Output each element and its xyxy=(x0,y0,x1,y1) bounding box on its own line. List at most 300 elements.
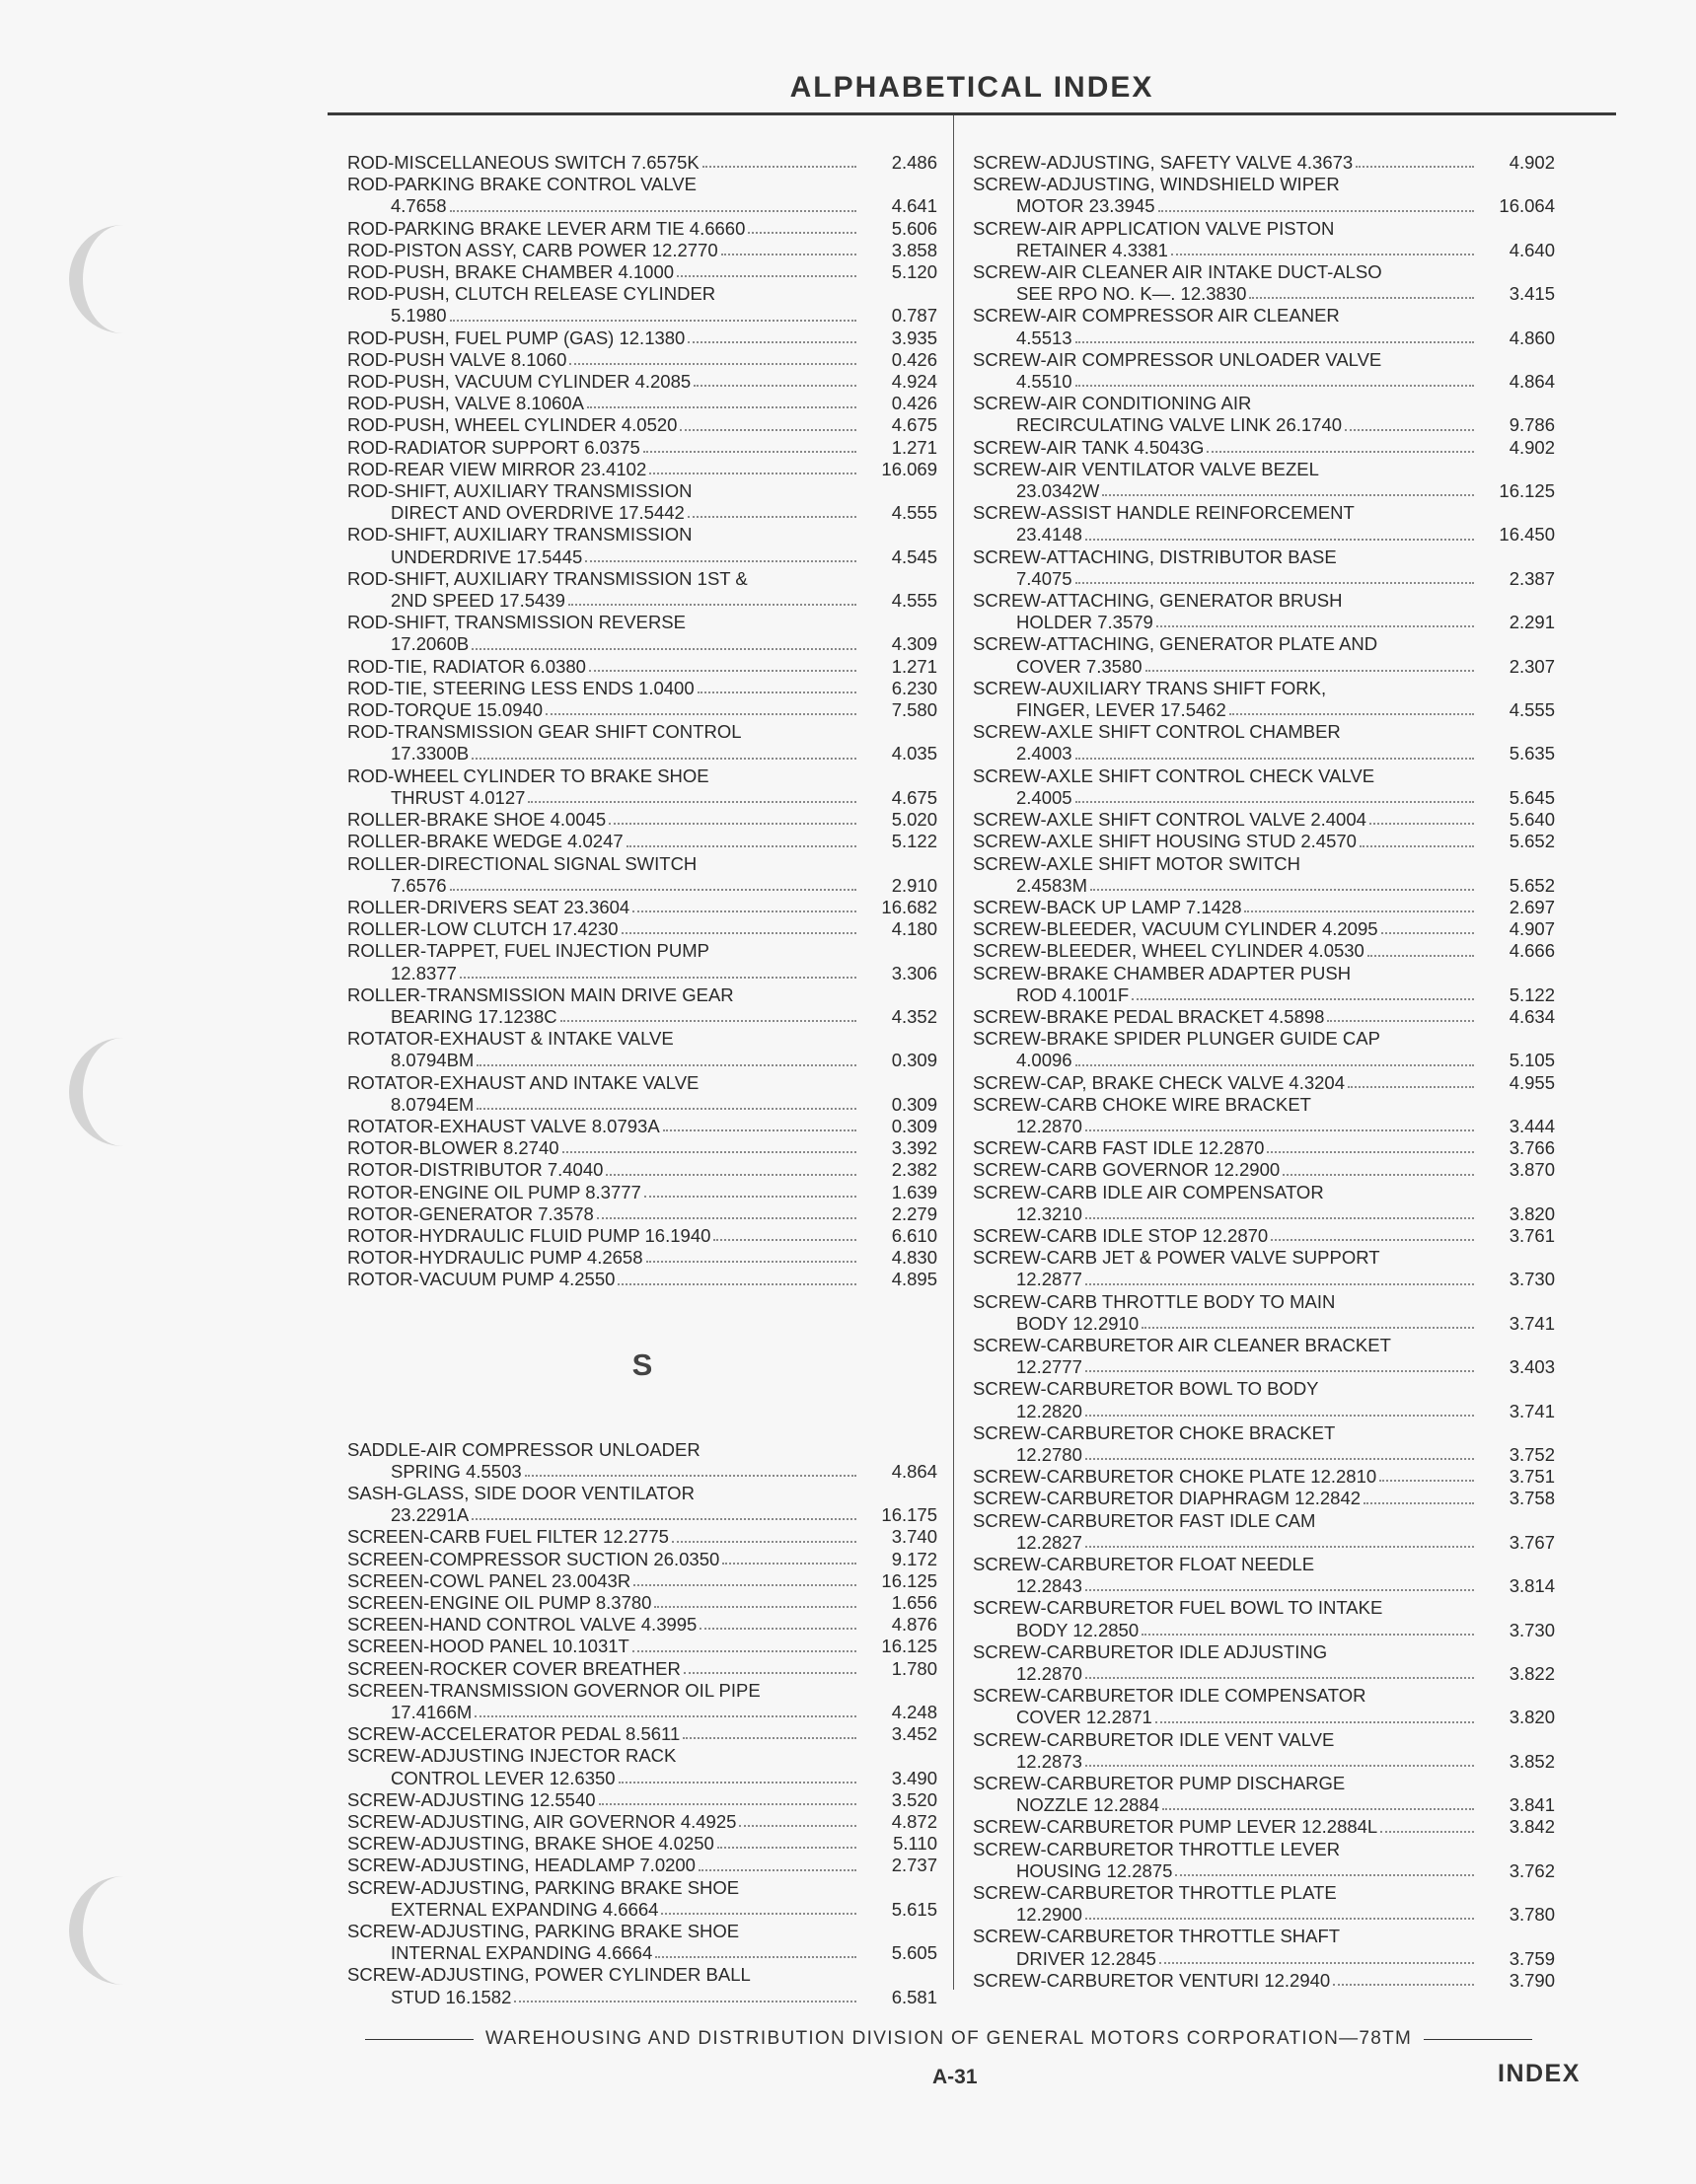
entry-page-ref: 0.309 xyxy=(891,1093,937,1115)
entry-line xyxy=(973,1050,1555,1071)
entry-line xyxy=(973,414,1555,436)
entry-line xyxy=(973,656,1555,678)
entry-continuation: 4.5510 xyxy=(1016,371,1072,393)
entry-leader xyxy=(347,1050,860,1071)
entry-page-ref: 5.122 xyxy=(1509,983,1555,1005)
entry-description: ROTATOR-EXHAUST AND INTAKE VALVE xyxy=(347,1071,700,1093)
entry-continuation: 4.0096 xyxy=(1016,1050,1072,1071)
index-entry xyxy=(973,1094,1555,1137)
entry-line xyxy=(347,678,937,699)
entry-line xyxy=(973,743,1555,764)
entry-description: ROTOR-VACUUM PUMP 4.2550 xyxy=(347,1269,616,1290)
entry-page-ref: 3.820 xyxy=(1509,1707,1555,1728)
index-entry xyxy=(973,1028,1555,1071)
index-entry xyxy=(973,963,1555,1006)
entry-leader xyxy=(973,1751,1478,1773)
index-entry xyxy=(973,1816,1555,1838)
index-entry xyxy=(347,897,937,918)
entry-leader xyxy=(347,414,860,436)
entry-line xyxy=(973,1488,1555,1509)
dot-leader xyxy=(1244,897,1474,912)
index-entry xyxy=(347,218,937,240)
entry-leader xyxy=(973,897,1478,918)
entry-description: SCREW-CARB GOVERNOR 12.2900 xyxy=(973,1159,1281,1181)
index-entry xyxy=(347,1745,937,1788)
entry-leader xyxy=(347,1182,860,1203)
dot-leader xyxy=(450,875,856,891)
dot-leader xyxy=(619,1768,856,1784)
dot-leader xyxy=(672,1526,856,1542)
dot-leader xyxy=(1102,480,1474,496)
index-entry xyxy=(973,918,1555,940)
entry-line xyxy=(347,1768,937,1789)
index-entry xyxy=(347,1526,937,1548)
entry-description: ROTOR-HYDRAULIC PUMP 4.2658 xyxy=(347,1247,643,1269)
dot-leader xyxy=(1075,743,1474,759)
entry-page-ref: 3.762 xyxy=(1509,1859,1555,1881)
entry-page-ref: 3.822 xyxy=(1509,1663,1555,1685)
entry-continuation: CONTROL LEVER 12.6350 xyxy=(391,1767,616,1788)
entry-line xyxy=(973,328,1555,349)
entry-page-ref: 16.682 xyxy=(881,896,937,917)
entry-leader xyxy=(347,1116,860,1137)
entry-description: SCREW-CAP, BRAKE CHECK VALVE 4.3204 xyxy=(973,1071,1346,1093)
entry-description: SCREW-CARBURETOR DIAPHRAGM 12.2842 xyxy=(973,1488,1362,1509)
entry-page-ref: 1.780 xyxy=(891,1657,937,1679)
entry-page-ref: 2.737 xyxy=(891,1855,937,1876)
index-entry xyxy=(347,1964,937,2007)
entry-page-ref: 16.125 xyxy=(881,1636,937,1657)
dot-leader xyxy=(472,1504,856,1520)
dot-leader xyxy=(643,437,856,453)
dot-leader xyxy=(663,1116,856,1131)
entry-leader xyxy=(973,787,1478,809)
entry-line xyxy=(347,1504,937,1526)
entry-description: ROD-PUSH, BRAKE CHAMBER 4.1000 xyxy=(347,261,675,283)
index-entry xyxy=(973,1773,1555,1816)
dot-leader xyxy=(1085,524,1474,540)
entry-description: SCREEN-CARB FUEL FILTER 12.2775 xyxy=(347,1526,669,1548)
entry-leader xyxy=(973,1006,1478,1028)
entry-continuation: COVER 7.3580 xyxy=(1016,655,1143,677)
header-rule xyxy=(328,112,1616,115)
entry-continuation: FINGER, LEVER 17.5462 xyxy=(1016,699,1226,721)
entry-continuation: RETAINER 4.3381 xyxy=(1016,239,1168,260)
entry-line xyxy=(347,152,937,174)
entry-continuation: 12.2873 xyxy=(1016,1750,1082,1772)
entry-line xyxy=(973,1466,1555,1488)
entry-continuation: INTERNAL EXPANDING 4.6664 xyxy=(391,1942,653,1964)
entry-description: SCREW-CARBURETOR CHOKE BRACKET xyxy=(973,1421,1336,1443)
entry-line xyxy=(973,1444,1555,1466)
entry-page-ref: 4.895 xyxy=(891,1269,937,1290)
entry-line xyxy=(973,524,1555,546)
entry-description: SCREW-CARBURETOR IDLE COMPENSATOR xyxy=(973,1685,1366,1707)
entry-page-ref: 0.309 xyxy=(891,1115,937,1136)
dot-leader xyxy=(1085,1444,1474,1460)
entry-page-ref: 3.730 xyxy=(1509,1619,1555,1640)
entry-continuation: THRUST 4.0127 xyxy=(391,786,526,808)
entry-description: SCREW-CARB FAST IDLE 12.2870 xyxy=(973,1137,1265,1159)
dot-leader xyxy=(688,502,856,518)
entry-continuation: 17.4166M xyxy=(391,1702,473,1722)
entry-description: SCREW-ATTACHING, DISTRIBUTOR BASE xyxy=(973,546,1337,567)
dot-leader xyxy=(661,1899,856,1915)
index-entry xyxy=(347,568,937,612)
entry-line xyxy=(973,1707,1555,1728)
entry-page-ref: 4.180 xyxy=(891,918,937,940)
index-entry xyxy=(347,678,937,699)
entry-leader xyxy=(973,1904,1478,1926)
entry-description: SCREW-CARBURETOR VENTURI 12.2940 xyxy=(973,1969,1331,1991)
entry-description: SCREW-BRAKE CHAMBER ADAPTER PUSH xyxy=(973,962,1352,983)
entry-page-ref: 3.767 xyxy=(1509,1531,1555,1553)
entry-page-ref: 4.640 xyxy=(1509,239,1555,260)
entry-page-ref: 2.291 xyxy=(1509,612,1555,633)
entry-description: SCREW-ADJUSTING 12.5540 xyxy=(347,1788,596,1810)
index-entry xyxy=(973,1378,1555,1421)
entry-leader xyxy=(347,1159,860,1181)
left-entries-s xyxy=(347,1439,937,2008)
entry-description: SCREW-AIR COMPRESSOR UNLOADER VALVE xyxy=(973,348,1382,370)
entry-page-ref: 3.403 xyxy=(1509,1356,1555,1378)
entry-leader xyxy=(347,1137,860,1159)
dot-leader xyxy=(1229,699,1474,715)
entry-leader xyxy=(347,1526,860,1548)
dot-leader xyxy=(1085,1904,1474,1920)
entry-leader xyxy=(973,371,1478,393)
entry-description: ROD-MISCELLANEOUS SWITCH 7.6575K xyxy=(347,152,700,173)
entry-description: SCREW-CARBURETOR CHOKE PLATE 12.2810 xyxy=(973,1466,1377,1488)
entry-page-ref: 16.064 xyxy=(1499,195,1555,217)
footer-rule-left xyxy=(365,2039,474,2040)
entry-leader xyxy=(973,328,1478,349)
entry-continuation: HOUSING 12.2875 xyxy=(1016,1859,1173,1881)
dot-leader xyxy=(514,1987,856,2002)
entry-leader xyxy=(973,1313,1478,1335)
dot-leader xyxy=(694,371,856,387)
entry-page-ref: 4.666 xyxy=(1509,940,1555,962)
entry-continuation: 8.0794BM xyxy=(391,1050,475,1071)
index-entry xyxy=(347,1549,937,1570)
entry-description: SCREW-CARBURETOR PUMP LEVER 12.2884L xyxy=(973,1816,1378,1838)
entry-description: ROTOR-BLOWER 8.2740 xyxy=(347,1137,559,1159)
entry-page-ref: 4.555 xyxy=(1509,699,1555,721)
entry-leader xyxy=(347,656,860,678)
dot-leader xyxy=(1075,787,1474,803)
entry-continuation: 5.1980 xyxy=(391,305,447,327)
entry-leader xyxy=(347,437,860,459)
dot-leader xyxy=(1348,1072,1474,1088)
index-entry xyxy=(347,1570,937,1592)
dot-leader xyxy=(1380,1816,1474,1832)
entry-line xyxy=(347,305,937,327)
entry-description: SCREW-ADJUSTING, SAFETY VALVE 4.3673 xyxy=(973,152,1354,173)
entry-description: ROD-TRANSMISSION GEAR SHIFT CONTROL xyxy=(347,721,742,743)
index-entry xyxy=(347,1247,937,1269)
entry-page-ref: 5.122 xyxy=(891,831,937,852)
entry-description: ROLLER-BRAKE SHOE 4.0045 xyxy=(347,809,607,831)
entry-description: SCREW-AXLE SHIFT HOUSING STUD 2.4570 xyxy=(973,831,1357,852)
index-entry xyxy=(347,1028,937,1071)
index-entry xyxy=(973,853,1555,897)
dot-leader xyxy=(569,349,856,365)
entry-continuation: SPRING 4.5503 xyxy=(391,1460,522,1482)
entry-page-ref: 3.759 xyxy=(1509,1947,1555,1969)
dot-leader xyxy=(472,743,856,759)
index-entry xyxy=(347,1921,937,1964)
entry-leader xyxy=(973,699,1478,721)
entry-description: SCREW-ATTACHING, GENERATOR PLATE AND xyxy=(973,633,1378,655)
entry-continuation: BODY 12.2910 xyxy=(1016,1312,1140,1334)
entry-description: SCREW-CARBURETOR THROTTLE SHAFT xyxy=(973,1926,1341,1947)
right-entries xyxy=(973,152,1555,1992)
entry-page-ref: 4.902 xyxy=(1509,436,1555,458)
entry-description: SCREW-ADJUSTING, AIR GOVERNOR 4.4925 xyxy=(347,1811,737,1833)
entry-page-ref: 3.852 xyxy=(1509,1750,1555,1772)
index-entry xyxy=(347,1116,937,1137)
entry-line xyxy=(973,1401,1555,1422)
section-tag: INDEX xyxy=(1498,2060,1581,2087)
entry-line xyxy=(347,656,937,678)
dot-leader xyxy=(528,787,856,803)
dot-leader xyxy=(475,1702,856,1717)
entry-leader xyxy=(973,1269,1478,1290)
entry-leader xyxy=(973,1159,1478,1181)
index-entry xyxy=(347,1159,937,1181)
entry-page-ref: 2.910 xyxy=(891,874,937,896)
entry-description: SCREW-BRAKE SPIDER PLUNGER GUIDE CAP xyxy=(973,1028,1380,1050)
entry-page-ref: 4.830 xyxy=(891,1247,937,1269)
dot-leader xyxy=(1075,328,1474,343)
dot-leader xyxy=(609,809,856,825)
dot-leader xyxy=(618,1269,856,1284)
entry-continuation: 12.2877 xyxy=(1016,1269,1082,1290)
entry-leader xyxy=(973,1707,1478,1728)
dot-leader xyxy=(627,831,856,846)
entry-leader xyxy=(973,414,1478,436)
dot-leader xyxy=(1085,1575,1474,1591)
entry-line xyxy=(347,1987,937,2008)
entry-description: SCREW-CARBURETOR IDLE VENT VALVE xyxy=(973,1728,1335,1750)
index-entry xyxy=(973,1488,1555,1509)
entry-page-ref: 3.814 xyxy=(1509,1575,1555,1597)
index-entry xyxy=(973,1839,1555,1882)
index-entry xyxy=(347,152,937,174)
index-entry xyxy=(347,831,937,852)
dot-leader xyxy=(721,240,856,255)
dot-leader xyxy=(1162,1794,1474,1810)
dot-leader xyxy=(632,897,856,912)
entry-leader xyxy=(347,875,860,897)
entry-page-ref: 4.872 xyxy=(891,1811,937,1833)
index-entry xyxy=(347,809,937,831)
entry-leader xyxy=(347,1833,860,1855)
entry-continuation: 12.3210 xyxy=(1016,1202,1082,1224)
index-entry xyxy=(973,393,1555,436)
entry-line xyxy=(347,218,937,240)
entry-leader xyxy=(347,1225,860,1247)
entry-description: SCREEN-ENGINE OIL PUMP 8.3780 xyxy=(347,1591,652,1613)
dot-leader xyxy=(472,633,856,649)
entry-page-ref: 5.110 xyxy=(893,1833,937,1855)
entry-line xyxy=(973,1816,1555,1838)
entry-leader xyxy=(347,502,860,524)
left-column xyxy=(347,152,937,2008)
entry-line xyxy=(347,371,937,393)
dot-leader xyxy=(477,1050,856,1065)
dot-leader xyxy=(717,1833,856,1849)
entry-line xyxy=(973,1904,1555,1926)
entry-page-ref: 3.820 xyxy=(1509,1202,1555,1224)
entry-line xyxy=(347,633,937,655)
entry-line xyxy=(347,1899,937,1921)
dot-leader xyxy=(646,1247,856,1263)
entry-line xyxy=(973,195,1555,217)
entry-line xyxy=(347,1526,937,1548)
dot-leader xyxy=(1085,1203,1474,1219)
dot-leader xyxy=(460,963,856,979)
footer-rule-right xyxy=(1424,2039,1532,2040)
entry-line xyxy=(973,1751,1555,1773)
dot-leader xyxy=(1327,1006,1474,1022)
dot-leader xyxy=(654,1592,856,1608)
entry-description: SCREW-AIR TANK 4.5043G xyxy=(973,436,1205,458)
index-entry xyxy=(347,1811,937,1833)
index-entry xyxy=(973,1291,1555,1335)
entry-description: SCREEN-COMPRESSOR SUCTION 26.0350 xyxy=(347,1548,720,1569)
entry-leader xyxy=(973,1203,1478,1225)
entry-leader xyxy=(973,240,1478,261)
entry-leader xyxy=(347,218,860,240)
entry-leader xyxy=(347,1504,860,1526)
entry-line xyxy=(973,1116,1555,1137)
index-entry xyxy=(347,1269,937,1290)
entry-page-ref: 2.382 xyxy=(891,1159,937,1181)
index-entry xyxy=(973,897,1555,918)
entry-line xyxy=(973,1313,1555,1335)
entry-description: ROLLER-TAPPET, FUEL INJECTION PUMP xyxy=(347,940,709,962)
entry-page-ref: 3.766 xyxy=(1509,1137,1555,1159)
entry-page-ref: 4.545 xyxy=(891,546,937,567)
entry-continuation: 17.3300B xyxy=(391,743,470,764)
entry-continuation: 12.2843 xyxy=(1016,1575,1082,1597)
entry-page-ref: 4.860 xyxy=(1509,327,1555,348)
dot-leader xyxy=(683,1723,856,1739)
entry-page-ref: 3.935 xyxy=(891,327,937,348)
index-entry xyxy=(973,1006,1555,1028)
dot-leader xyxy=(450,305,856,321)
entry-leader xyxy=(347,240,860,261)
entry-line xyxy=(347,1269,937,1290)
entry-page-ref: 4.955 xyxy=(1509,1071,1555,1093)
dot-leader xyxy=(633,1570,856,1586)
dot-leader xyxy=(568,590,856,606)
entry-line xyxy=(973,371,1555,393)
entry-description: SCREW-ADJUSTING, POWER CYLINDER BALL xyxy=(347,1964,751,1986)
entry-leader xyxy=(973,984,1478,1006)
dot-leader xyxy=(525,1461,856,1477)
punch-hole-middle xyxy=(69,1038,126,1146)
entry-continuation: UNDERDRIVE 17.5445 xyxy=(391,546,583,567)
index-entry xyxy=(973,1685,1555,1728)
entry-line xyxy=(973,1532,1555,1554)
entry-line xyxy=(347,1833,937,1855)
dot-leader xyxy=(1085,1116,1474,1131)
index-entry xyxy=(347,1182,937,1203)
entry-description: SCREW-ADJUSTING, WINDSHIELD WIPER xyxy=(973,174,1340,195)
dot-leader xyxy=(1085,1401,1474,1417)
entry-description: SCREEN-HOOD PANEL 10.1031T xyxy=(347,1636,629,1657)
entry-page-ref: 16.125 xyxy=(1499,480,1555,502)
entry-page-ref: 16.450 xyxy=(1499,524,1555,546)
entry-leader xyxy=(347,1987,860,2008)
entry-page-ref: 4.864 xyxy=(1509,371,1555,393)
entry-leader xyxy=(347,1461,860,1483)
index-entry xyxy=(973,459,1555,502)
dot-leader xyxy=(1085,1269,1474,1284)
entry-continuation: 23.2291A xyxy=(391,1504,470,1526)
dot-leader xyxy=(1381,918,1474,934)
dot-leader xyxy=(477,1094,856,1110)
entry-leader xyxy=(347,1549,860,1570)
dot-leader xyxy=(1379,1466,1474,1482)
entry-leader xyxy=(347,1614,860,1636)
index-entry xyxy=(347,656,937,678)
entry-description: SCREW-ADJUSTING, PARKING BRAKE SHOE xyxy=(347,1921,740,1942)
entry-description: ROD-REAR VIEW MIRROR 23.4102 xyxy=(347,458,647,479)
entry-leader xyxy=(973,1225,1478,1247)
entry-page-ref: 6.610 xyxy=(891,1224,937,1246)
entry-continuation: COVER 12.2871 xyxy=(1016,1707,1152,1728)
entry-continuation: HOLDER 7.3579 xyxy=(1016,612,1153,633)
entry-continuation: 2ND SPEED 17.5439 xyxy=(391,590,565,612)
entry-page-ref: 5.120 xyxy=(891,261,937,283)
entry-line xyxy=(973,568,1555,590)
dot-leader xyxy=(560,1006,856,1022)
index-entry xyxy=(973,152,1555,174)
entry-line xyxy=(973,1575,1555,1597)
column-divider xyxy=(953,115,954,1990)
entry-leader xyxy=(347,195,860,217)
entry-description: SCREW-BACK UP LAMP 7.1428 xyxy=(973,896,1242,917)
entry-line xyxy=(347,546,937,568)
entry-leader xyxy=(347,1247,860,1269)
entry-continuation: 2.4003 xyxy=(1016,743,1072,764)
entry-leader xyxy=(347,393,860,414)
index-entry xyxy=(347,1592,937,1614)
dot-leader xyxy=(1132,984,1474,1000)
entry-line xyxy=(347,1636,937,1657)
dot-leader xyxy=(1333,1970,1474,1986)
entry-line xyxy=(347,743,937,764)
entry-description: SASH-GLASS, SIDE DOOR VENTILATOR xyxy=(347,1482,695,1503)
entry-page-ref: 5.020 xyxy=(891,809,937,831)
entry-description: ROD-SHIFT, AUXILIARY TRANSMISSION xyxy=(347,524,693,546)
entry-page-ref: 3.415 xyxy=(1509,283,1555,305)
entry-description: SCREEN-HAND CONTROL VALVE 4.3995 xyxy=(347,1614,698,1636)
entry-line xyxy=(347,1723,937,1745)
entry-page-ref: 5.652 xyxy=(1509,831,1555,852)
entry-line xyxy=(347,1225,937,1247)
entry-description: ROD-PUSH, VACUUM CYLINDER 4.2085 xyxy=(347,371,692,393)
entry-description: SCREW-ACCELERATOR PEDAL 8.5611 xyxy=(347,1723,681,1745)
entry-page-ref: 5.640 xyxy=(1509,809,1555,831)
entry-description: ROD-PUSH, CLUTCH RELEASE CYLINDER xyxy=(347,283,716,305)
entry-continuation: 12.8377 xyxy=(391,962,457,983)
entry-line xyxy=(347,1789,937,1811)
dot-leader xyxy=(1158,195,1474,211)
